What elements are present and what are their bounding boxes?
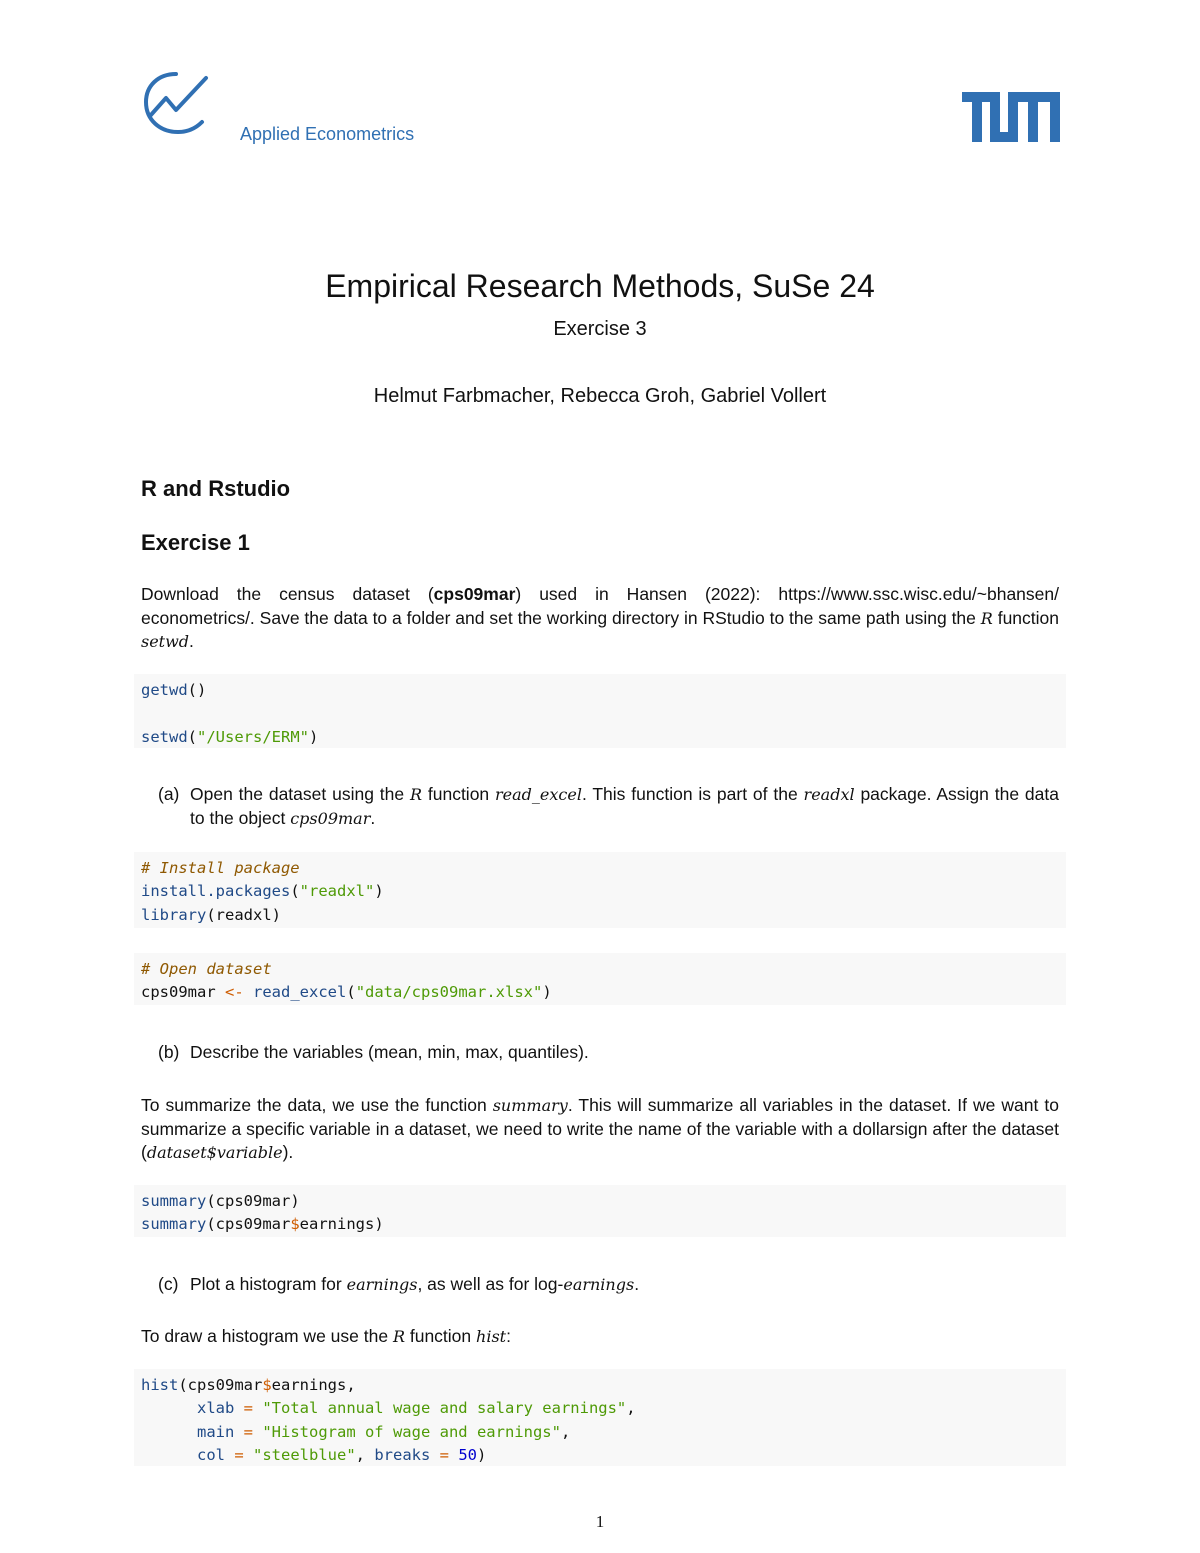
code-block-read-excel: # Open dataset cps09mar <- read_excel("data/cps09mar.xlsx") [134,953,1066,1005]
applied-econometrics-logo-icon [140,68,210,138]
summary-paragraph: To summarize the data, we use the function summary. This will summarize all variables in the dataset. If we want to summarize a specific variable in a dataset, we need to write the name of the variable with a dollarsign after the dataset (dataset$variable). [141,1095,1060,1162]
authors: Helmut Farbmacher, Rebecca Groh, Gabriel Vollert [373,385,827,407]
code-block-hist: hist(cps09mar$earnings, xlab = "Total annual wage and salary earnings", main = "Histogram of wage and earnings", col = "steelblue", breaks = 50) [134,1369,1066,1466]
item-text: Plot a histogram for earnings, as well as for log-earnings. [190,1274,640,1294]
section-heading: R and Rstudio [141,476,291,501]
list-item-b [158,1041,1059,1065]
code-block-install: # Install package install.packages("readxl") library(readxl) [134,852,1066,928]
item-text: Describe the variables (mean, min, max, quantiles). [190,1042,589,1062]
item-text: Open the dataset using the R function read_excel. This function is part of the readxl package. Assign the data to the object cps09mar. [190,784,1059,828]
exercise-heading: Exercise 1 [141,530,250,555]
tum-logo-icon [962,92,1060,142]
item-label: (c) [158,1274,179,1294]
item-label: (a) [158,784,180,804]
document-title: Empirical Research Methods, SuSe 24 [325,268,875,304]
code-block-summary: summary(cps09mar) summary(cps09mar$earnings) [134,1185,1066,1237]
hist-paragraph: To draw a histogram we use the R function hist: [141,1326,511,1346]
code-block-setwd: getwd() setwd("/Users/ERM") [134,674,1066,748]
logo-caption: Applied Econometrics [240,124,415,144]
dataset-name: cps09mar [433,584,516,604]
list-item-c [158,1273,1059,1297]
document-subtitle: Exercise 3 [553,318,647,340]
intro-paragraph: Download the census dataset (cps09mar) used in Hansen (2022): https://www.ssc.wisc.edu/~bhansen/ econometrics/. Save the data to a folder and set the working directory in RStudio to the same path using the R function setwd. [141,584,1059,651]
item-label: (b) [158,1042,180,1062]
page-number: 1 [595,1512,605,1531]
list-item-a [158,783,1059,830]
